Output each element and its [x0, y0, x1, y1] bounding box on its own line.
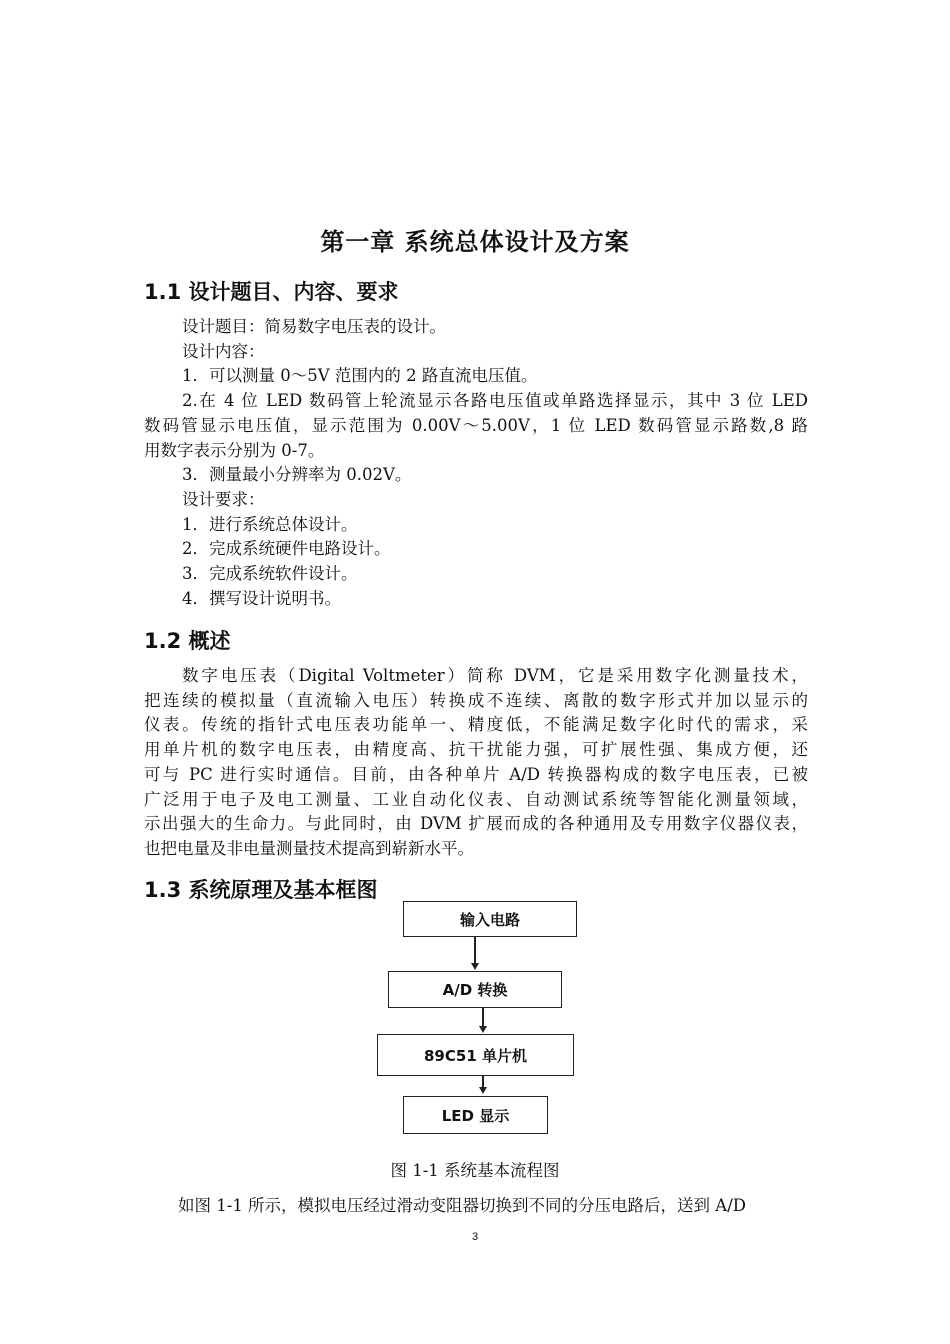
text-line: 4．撰写设计说明书。 — [182, 588, 341, 608]
text-line: 用单片机的数字电压表，由精度高、抗干扰能力强，可扩展性强、集成方便，还 — [144, 740, 808, 760]
chapter-title: 第一章 系统总体设计及方案 — [320, 228, 630, 256]
text-line: 数字电压表（Digital Voltmeter）简称 DVM，它是采用数字化测量技术， — [182, 666, 808, 685]
text-line: 广泛用于电子及电工测量、工业自动化仪表、自动测试系统等智能化测量领域， — [144, 789, 808, 809]
text-line: 也把电量及非电量测量技术提高到崭新水平。 — [144, 838, 474, 858]
text-line: 1．进行系统总体设计。 — [182, 514, 358, 534]
text-line: 数码管显示电压值，显示范围为 0.00V～5.00V，1 位 LED 数码管显示路数,8 路 — [144, 415, 808, 435]
text-line: 设计题目：简易数字电压表的设计。 — [182, 317, 446, 336]
flowchart-box-input-circuit: 输入电路 — [403, 901, 577, 937]
figure-caption: 图 1-1 系统基本流程图 — [390, 1161, 560, 1180]
paragraph-continuation — [144, 1192, 808, 1216]
text-line: 仪表。传统的指针式电压表功能单一、精度低，不能满足数字化时代的需求，采 — [144, 715, 808, 735]
section-heading-1-2: 1.2 概述 — [144, 629, 231, 653]
text-line: 示出强大的生命力。与此同时，由 DVM 扩展而成的各种通用及专用数字仪器仪表， — [144, 814, 808, 834]
text-line: 设计要求： — [182, 489, 265, 509]
arrow-down-icon — [479, 1026, 487, 1033]
text-line: 把连续的模拟量（直流输入电压）转换成不连续、离散的数字形式并加以显示的 — [144, 690, 808, 710]
arrow-down-icon — [471, 963, 479, 970]
text-line: 3．完成系统软件设计。 — [182, 564, 358, 584]
flowchart-box-mcu: 89C51 单片机 — [377, 1034, 574, 1076]
text-line: 2.在 4 位 LED 数码管上轮流显示各路电压值或单路选择显示，其中 3 位 LED — [182, 391, 808, 411]
section-1-2-body — [144, 664, 808, 862]
text-line: 设计内容： — [182, 341, 265, 361]
flowchart-box-ad-conversion: A/D 转换 — [388, 971, 562, 1008]
page-number: 3 — [471, 1231, 479, 1243]
section-heading-1-3: 1.3 系统原理及基本框图 — [144, 878, 378, 902]
text-line: 可与 PC 进行实时通信。目前，由各种单片 A/D 转换器构成的数字电压表，已被 — [144, 764, 808, 784]
text-line: 用数字表示分别为 0-7。 — [144, 440, 325, 460]
text-line: 2．完成系统硬件电路设计。 — [182, 539, 391, 559]
text-line: 1．可以测量 0～5V 范围内的 2 路直流电压值。 — [182, 366, 538, 386]
flowchart-connector — [474, 937, 476, 966]
text-line: 3．测量最小分辨率为 0.02V。 — [182, 465, 412, 485]
text-line: 如图 1-1 所示，模拟电压经过滑动变阻器切换到不同的分压电路后，送到 A/D — [178, 1196, 747, 1215]
section-heading-1-1: 1.1 设计题目、内容、要求 — [144, 280, 399, 304]
arrow-down-icon — [479, 1087, 487, 1094]
flowchart-box-led-display: LED 显示 — [403, 1096, 548, 1134]
section-1-1-body — [144, 315, 808, 611]
